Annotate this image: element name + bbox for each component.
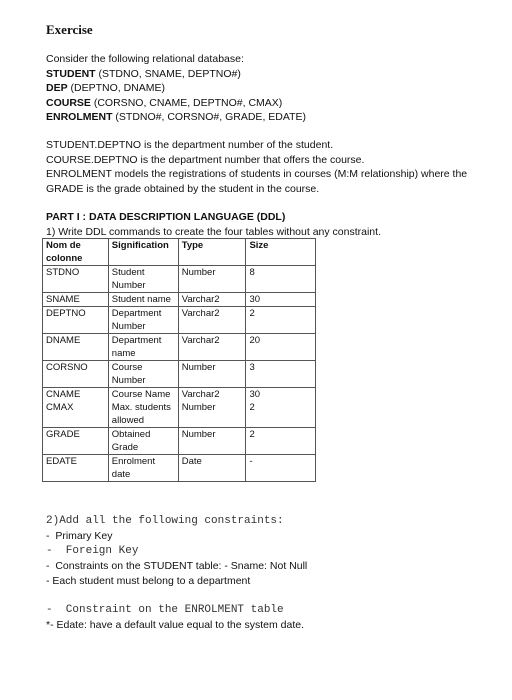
cell-type: Number	[178, 361, 246, 388]
cell-type: Number	[178, 266, 246, 293]
columns-table	[42, 238, 316, 482]
cell-column: CNAME	[43, 388, 109, 402]
cell-type: Number	[178, 401, 246, 428]
cell-size: 8	[246, 266, 316, 293]
cell-size: 30	[246, 388, 316, 402]
cell-size: 2	[246, 401, 316, 428]
cell-column: DNAME	[43, 334, 109, 361]
cell-column: CORSNO	[43, 361, 109, 388]
table-row	[43, 428, 316, 455]
table-row	[43, 401, 316, 428]
relation-student: STUDENT (STDNO, SNAME, DEPTNO#)	[46, 67, 241, 80]
cell-size: 3	[246, 361, 316, 388]
cell-column: STDNO	[43, 266, 109, 293]
table-row	[43, 334, 316, 361]
relation-dep: DEP (DEPTNO, DNAME)	[46, 82, 166, 94]
constraint-primary-key: - Primary Key	[46, 530, 113, 542]
cell-size: 20	[246, 334, 316, 361]
cell-column: CMAX	[43, 401, 109, 428]
intro-lead: Consider the following relational database:	[46, 53, 244, 65]
constraints-section	[46, 514, 307, 633]
constraints-heading: 2)Add all the following constraints:	[46, 515, 284, 527]
cell-size: 30	[246, 293, 316, 307]
table-row	[43, 455, 316, 482]
table-row	[43, 293, 316, 307]
cell-size: -	[246, 455, 316, 482]
constraint-student-table: - Constraints on the STUDENT table: - Sname: Not Null	[46, 560, 308, 572]
cell-type: Varchar2	[178, 334, 246, 361]
cell-meaning: Enrolment date	[108, 455, 178, 482]
cell-size: 2	[246, 428, 316, 455]
cell-meaning: Department Number	[108, 307, 178, 334]
part-one	[46, 210, 381, 239]
header-meaning: Signification	[108, 239, 178, 266]
cell-type: Varchar2	[178, 293, 246, 307]
cell-meaning: Student Number	[108, 266, 178, 293]
cell-column: EDATE	[43, 455, 109, 482]
relation-enrolment: ENROLMENT (STDNO#, CORSNO#, GRADE, EDATE)	[46, 111, 306, 123]
cell-meaning: Course Number	[108, 361, 178, 388]
part-one-heading: PART I : DATA DESCRIPTION LANGUAGE (DDL)	[46, 211, 286, 223]
part-one-instruction: 1) Write DDL commands to create the four tables without any constraint.	[46, 225, 381, 238]
note-course-deptno: COURSE.DEPTNO is the department number that offers the course.	[46, 153, 365, 166]
header-size: Size	[246, 239, 316, 266]
cell-type: Varchar2	[178, 307, 246, 334]
table-header-row	[43, 239, 316, 266]
table-row	[43, 307, 316, 334]
cell-meaning: Obtained Grade	[108, 428, 178, 455]
schema-notes	[46, 138, 496, 196]
constraint-enrolment-table: - Constraint on the ENROLMENT table	[46, 604, 284, 616]
note-student-deptno: STUDENT.DEPTNO is the department number of the student.	[46, 139, 334, 151]
constraint-edate-default: *- Edate: have a default value equal to the system date.	[46, 619, 304, 631]
cell-meaning: Max. students allowed	[108, 401, 178, 428]
page-title: Exercise	[46, 22, 93, 37]
cell-meaning: Department name	[108, 334, 178, 361]
constraint-foreign-key: - Foreign Key	[46, 545, 139, 557]
cell-size: 2	[246, 307, 316, 334]
spacer	[46, 589, 307, 603]
cell-column: GRADE	[43, 428, 109, 455]
cell-column: DEPTNO	[43, 307, 109, 334]
cell-type: Number	[178, 428, 246, 455]
cell-meaning: Student name	[108, 293, 178, 307]
header-column-name: Nom de colonne	[43, 239, 109, 266]
cell-type: Varchar2	[178, 388, 246, 402]
table-row	[43, 388, 316, 402]
note-enrolment: ENROLMENT models the registrations of students in courses (M:M relationship) where the GRADE is the grade obtained by the student in the course.	[46, 168, 468, 195]
constraint-department: - Each student must belong to a department	[46, 575, 251, 587]
schema-description	[46, 52, 306, 125]
header-type: Type	[178, 239, 246, 266]
relation-course: COURSE (CORSNO, CNAME, DEPTNO#, CMAX)	[46, 96, 283, 109]
table-row	[43, 266, 316, 293]
table-row	[43, 361, 316, 388]
cell-type: Date	[178, 455, 246, 482]
cell-column: SNAME	[43, 293, 109, 307]
cell-meaning: Course Name	[108, 388, 178, 402]
